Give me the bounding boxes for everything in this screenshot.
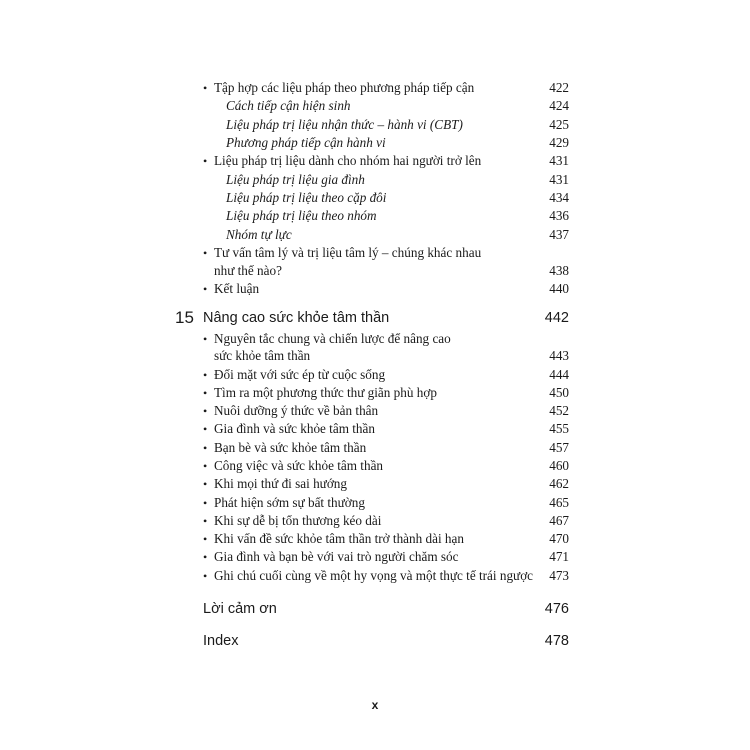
chapter-heading	[0, 308, 750, 328]
toc-entry-page: 434	[549, 190, 569, 205]
toc-subentry	[0, 134, 750, 152]
toc-entry-page: 422	[549, 80, 569, 95]
page-folio: x	[371, 698, 379, 712]
toc-entry-title: Liệu pháp trị liệu gia đình	[226, 172, 365, 187]
toc-entry-page: 450	[549, 385, 569, 400]
toc-entry-title: Nhóm tự lực	[226, 227, 292, 242]
toc-subentry	[0, 97, 750, 115]
toc-entry	[0, 384, 750, 402]
toc-entry-page: 467	[549, 513, 569, 528]
toc-entry-page: 470	[549, 531, 569, 546]
chapter-title: Nâng cao sức khỏe tâm thần	[203, 310, 390, 326]
toc-entry-page: 473	[549, 568, 569, 583]
toc-entry-page: 465	[549, 495, 569, 510]
toc-entry-title: Khi mọi thứ đi sai hướng	[214, 476, 347, 491]
toc-entry-title: Khi vấn đề sức khỏe tâm thần trở thành dài hạn	[214, 531, 464, 546]
toc-entry	[0, 280, 750, 298]
toc-entry	[0, 152, 750, 170]
toc-entry-page: 457	[549, 440, 569, 455]
bullet-icon: •	[203, 154, 208, 168]
toc-subentry	[0, 116, 750, 134]
toc-entry-title: Gia đình và bạn bè với vai trò người chăm sóc	[214, 549, 459, 564]
bullet-icon: •	[203, 282, 208, 296]
toc-entry-title: Liệu pháp trị liệu dành cho nhóm hai người trở lên	[214, 153, 482, 168]
toc-entry	[0, 475, 750, 493]
toc-entry-title: Liệu pháp trị liệu theo nhóm	[226, 208, 377, 223]
bullet-icon: •	[203, 332, 208, 346]
toc-entry-title: Liệu pháp trị liệu theo cặp đôi	[226, 190, 387, 205]
toc-entry-title: Phương pháp tiếp cận hành vi	[226, 135, 386, 150]
bullet-icon: •	[203, 404, 208, 418]
bullet-icon: •	[203, 569, 208, 583]
index-heading	[0, 631, 750, 651]
toc-entry-page: 452	[549, 403, 569, 418]
toc-subentry	[0, 171, 750, 189]
bullet-icon: •	[203, 496, 208, 510]
bullet-icon: •	[203, 532, 208, 546]
toc-entry	[0, 494, 750, 512]
toc-entry-title: Tìm ra một phương thức thư giãn phù hợp	[214, 385, 437, 400]
toc-entry-title: sức khỏe tâm thần	[214, 348, 311, 363]
toc-entry-title: Tập hợp các liệu pháp theo phương pháp tiếp cận	[214, 80, 475, 95]
chapter-number: 15	[175, 308, 194, 327]
toc-entry-title: Nguyên tắc chung và chiến lược để nâng cao	[214, 331, 451, 346]
acknowledgements-heading	[0, 599, 750, 619]
toc-entry	[0, 244, 750, 262]
toc-entry-title: Bạn bè và sức khỏe tâm thần	[214, 440, 367, 455]
bullet-icon: •	[203, 477, 208, 491]
toc-entry	[0, 330, 750, 348]
toc-entry-page: 455	[549, 421, 569, 436]
toc-entry-title: như thế nào?	[214, 263, 282, 278]
toc-entry-page: 438	[549, 263, 569, 278]
toc-subentry	[0, 189, 750, 207]
index-title: Index	[203, 633, 239, 649]
index-page: 478	[544, 633, 569, 649]
toc-entry-page: 440	[549, 281, 569, 296]
toc-entry-page: 444	[549, 367, 569, 382]
acknowledgements-page: 476	[544, 601, 569, 617]
chapter-page: 442	[544, 310, 569, 326]
bullet-icon: •	[203, 441, 208, 455]
toc-entry-title: Kết luận	[214, 281, 260, 296]
bullet-icon: •	[203, 550, 208, 564]
toc-entry-page: 471	[549, 549, 569, 564]
toc-entry-page: 429	[549, 135, 569, 150]
toc-entry-title: Nuôi dưỡng ý thức về bản thân	[214, 403, 379, 418]
toc-entry-page: 425	[549, 117, 569, 132]
toc-entry	[0, 366, 750, 384]
toc-entry-page: 460	[549, 458, 569, 473]
toc-entry	[0, 439, 750, 457]
toc-entry-title: Ghi chú cuối cùng về một hy vọng và một thực tế trái ngược	[214, 568, 534, 583]
toc-entry-title: Gia đình và sức khỏe tâm thần	[214, 421, 375, 436]
toc-entry-title: Cách tiếp cận hiện sinh	[226, 98, 351, 113]
bullet-icon: •	[203, 459, 208, 473]
toc-entry	[0, 457, 750, 475]
toc-entry-title: Tư vấn tâm lý và trị liệu tâm lý – chúng khác nhau	[214, 245, 482, 260]
bullet-icon: •	[203, 386, 208, 400]
bullet-icon: •	[203, 368, 208, 382]
toc-entry-title: Liệu pháp trị liệu nhận thức – hành vi (CBT)	[226, 117, 463, 132]
toc-entry-page: 431	[549, 172, 569, 187]
toc-entry	[0, 567, 750, 585]
toc-subentry	[0, 207, 750, 225]
toc-entry-page: 424	[549, 98, 569, 113]
toc-entry	[0, 548, 750, 566]
bullet-icon: •	[203, 514, 208, 528]
toc-entry-title: Khi sự dễ bị tổn thương kéo dài	[214, 513, 382, 528]
toc-entry	[0, 512, 750, 530]
toc-entry-continued	[0, 347, 750, 365]
bullet-icon: •	[203, 422, 208, 436]
toc-entry-title: Đối mặt với sức ép từ cuộc sống	[214, 367, 386, 382]
toc-entry-page: 443	[549, 348, 569, 363]
bullet-icon: •	[203, 81, 208, 95]
toc-entry-page: 436	[549, 208, 569, 223]
toc-entry-title: Công việc và sức khỏe tâm thần	[214, 458, 384, 473]
toc-entry	[0, 420, 750, 438]
toc-entry-page: 437	[549, 227, 569, 242]
toc-entry	[0, 402, 750, 420]
bullet-icon: •	[203, 246, 208, 260]
toc-entry	[0, 79, 750, 97]
toc-entry-page: 431	[549, 153, 569, 168]
toc-subentry	[0, 226, 750, 244]
toc-entry-continued	[0, 262, 750, 280]
acknowledgements-title: Lời cảm ơn	[203, 601, 277, 617]
toc-entry-page: 462	[549, 476, 569, 491]
toc-entry	[0, 530, 750, 548]
toc-entry-title: Phát hiện sớm sự bất thường	[214, 495, 365, 510]
